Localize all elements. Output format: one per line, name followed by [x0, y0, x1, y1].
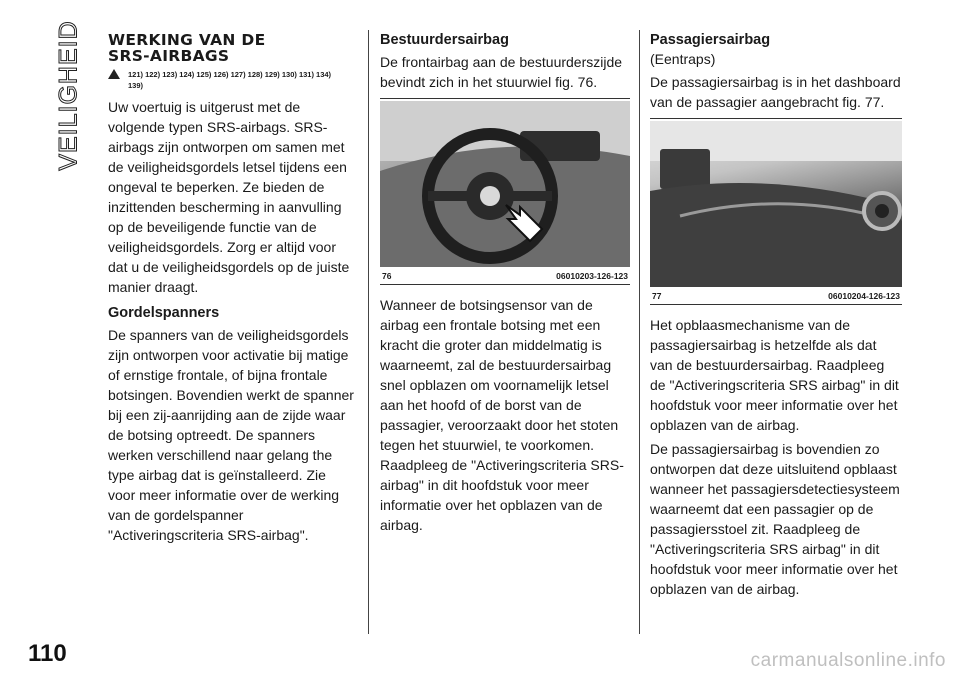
- warning-reference-line: 139): [128, 81, 144, 90]
- heading-driver-airbag: Bestuurdersairbag: [380, 32, 509, 48]
- figure-76: [380, 98, 630, 285]
- section-tab: [54, 19, 83, 171]
- section-title-line: WERKING VAN DE: [108, 31, 266, 49]
- subheading: (Eentraps): [650, 51, 716, 67]
- warning-triangle-icon: [108, 69, 120, 79]
- column-divider: [368, 30, 369, 634]
- intro-paragraph: De frontairbag aan de bestuurderszijde bevindt zich in het stuurwiel fig. 76.: [380, 54, 623, 90]
- warning-references: [108, 69, 356, 91]
- figure-code: 06010203-126-123: [556, 271, 628, 281]
- figure-number: 76: [382, 271, 392, 281]
- figure-caption: [380, 267, 630, 285]
- figure-number: 77: [652, 291, 662, 301]
- section-tab-label: VEILIGHEID: [54, 19, 83, 171]
- heading-belt-tensioners: Gordelspanners: [108, 305, 220, 321]
- body-paragraph: De spanners van de veiligheidsgordels zijn ontworpen voor activatie bij matige of ernstige frontale, of bijna frontale botsingen. Bovendien werkt de spanner bij een zij-aanrijding aan de zijde waar de botsing optreedt. De spanners werken verschillend naar gelang the type airbag dat is geïnstalleerd. Zie voor meer informatie over de werking van de gordelspanner "Activeringscriteria SRS-airbag".: [108, 327, 354, 543]
- figure-code: 06010204-126-123: [828, 291, 900, 301]
- watermark: carmanualsonline.info: [750, 650, 946, 671]
- heading-passenger-airbag: Passagiersairbag: [650, 32, 771, 48]
- page-number: 110: [28, 640, 67, 667]
- figure-caption: [650, 287, 902, 305]
- passenger-dashboard-photo: [650, 121, 902, 287]
- column-divider: [639, 30, 640, 634]
- warning-reference-line: 121) 122) 123) 124) 125) 126) 127) 128) 129) 130) 131) 134): [128, 70, 332, 79]
- body-paragraph: Wanneer de botsingsensor van de airbag een frontale botsing met een kracht die groter dan middelmatig is waarneemt, zal de bestuurdersairbag snel opblazen om voornamelijk letsel aan het hoofd of de borst van de passagier, veroorzaakt door het stoten tegen het stuurwiel, te voorkomen. Raadpleeg de "Activeringscriteria SRS-airbag" in dit hoofdstuk voor meer informatie over het opblazen van de airbag.: [380, 297, 624, 533]
- figure-77: [650, 118, 902, 305]
- steering-wheel-photo: [380, 101, 630, 267]
- dashboard-illustration: [650, 121, 902, 287]
- body-paragraph: Het opblaasmechanisme van de passagiersairbag is hetzelfde als dat van de bestuurdersairbag. Raadpleeg de "Activeringscriteria SRS airbag" in dit hoofdstuk voor meer informatie over het opblazen van de airbag.: [650, 317, 899, 433]
- column-left: [108, 30, 356, 549]
- intro-paragraph: De passagiersairbag is in het dashboard van de passagier aangebracht fig. 77.: [650, 74, 901, 110]
- intro-paragraph: Uw voertuig is uitgerust met de volgende typen SRS-airbags. SRS-airbags zijn ontworpen om samen met de veiligheidsgordels letsel tijdens een ongeval te beperken. Ze bieden de inzittenden bescherming in aanvulling op de beveiligende functie van de veiligheidsgordels. Zorg er altijd voor dat u de veiligheidsgordels op de juiste manier draagt.: [108, 99, 350, 295]
- steering-wheel-illustration: [380, 101, 630, 267]
- column-middle: [380, 30, 630, 539]
- body-paragraph: De passagiersairbag is bovendien zo ontworpen dat deze uitsluitend opblaast wanneer het passagiersdetectiesysteem waarneemt dat een passagier op de passagiersstoel zit. Raadpleeg de "Activeringscriteria SRS airbag" in dit hoofdstuk voor meer informatie over het opblazen van de airbag.: [650, 441, 900, 597]
- section-title: [108, 32, 356, 64]
- column-right: [650, 30, 902, 603]
- section-title-line: SRS-AIRBAGS: [108, 47, 230, 65]
- warning-reference-list: [124, 69, 331, 91]
